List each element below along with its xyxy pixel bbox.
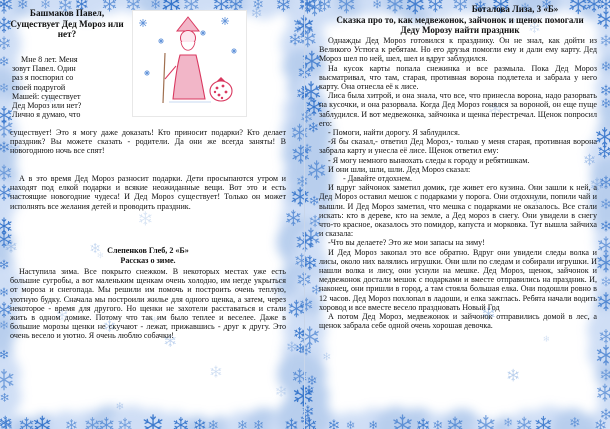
essay-question: Существует Дед Мороз или нет? (10, 19, 124, 40)
santa-drawing-art (133, 11, 246, 116)
santa-paragraph: А в это время Дед Мороз разносит подарки. Дети просыпаются утром и находят под елкой подарки и всякие неожиданные вещи. Вот это и есть настоящие новогодние чудеса! И Дед Мороз существует! Только он может исполнять все желания детей и проводить праздник. (10, 174, 286, 211)
santa-beard (181, 42, 195, 50)
author-botalova: Боталова Лиза, 3 «Б» (471, 4, 559, 14)
santa-staff (163, 53, 165, 103)
intro-line: Машей: существует (12, 91, 81, 101)
fairy-tale-title: Сказка про то, как медвежонок, зайчонок и щенок помогали Деду Морозу найти праздник (336, 15, 584, 35)
tale-dialogue-3: - Я могу немного вынюхать следы к городу и ребятишкам. (328, 155, 530, 165)
intro-paragraph-end: существует! Это я могу даже доказать! Кто приносит подарки? Кто делает праздник? Вы можете сказать - родители. Да они же всегда заняты! В новогоднюю ночь все спят! (10, 128, 286, 156)
tale-dialogue-2: -Я бы сказал,- ответил Дед Мороз,- только у меня старая, противная ворона забрала карту и унесла её лисе. Щенок ответил ему: (319, 137, 597, 156)
author-bashmakov: Башмаков Павел, (29, 8, 105, 18)
tale-dialogue-4: - Давайте отдохнем. (343, 174, 413, 184)
intro-line: своей подругой (12, 82, 66, 92)
intro-line: зовут Павел. Один (12, 64, 76, 74)
tale-paragraph-2: На кусок карты попала снежинка и все размыла. Пока Дед Мороз высматривал, что там, старая, противная ворона подлетела и забрала у него карту. Она отнесла её к лисе. (319, 63, 597, 92)
santa-drawing (132, 10, 247, 117)
tale-paragraph-1: Однажды Дед Мороз готовился к празднику. Он не знал, как дойти из Великого Устюга к ребятам. Но его друзья помогли ему и дали ему карту. Дед Мороз шел по ней, шел, шел и вдруг заблудился. (319, 36, 597, 64)
right-page (305, 0, 610, 429)
santa-coat (173, 55, 205, 99)
tale-dialogue-1: - Помоги, найти дорогу. Я заблудился. (328, 128, 460, 138)
fairy-tale-body (319, 36, 597, 331)
intro-line: раз я поспорил со (12, 73, 74, 83)
winter-story: Наступила зима. Все покрыто снежком. В некоторых местах уже есть большие сугробы, а вот маленьким щенкам очень холодно, им негде укрыться от мороза и снегопада. Мы решили им помочь и построить очень теплую, уютную будку. Сначала мы построили жилье для одного щенка, а затем, через некоторое - время для другого. Но щенки не захотели расставаться и стали жить в одном домике. Потому что так им было теплее и веселее. Даже в большие морозы щенки не скучают - лежат, прижавшись - друг к другу. Это очень весело и уютно. Я очень люблю собачки! (10, 267, 286, 341)
intro-line: Мне 8 лет. Меня (21, 55, 78, 64)
tale-paragraph-5: И вдруг зайчонок заметил домик, где живет его кузина. Они зашли к ней, а Дед Мороз оставил мешок с подарками у порога. Они отдохнули, попили чай и вышли. И Дед Мороз заметил, что мешка с подарками не оказалось. Все стали искать: кто в дереве, кто на земле, а Дед мороз в снегу. Они увидели в снегу что-то красное, оказалось это помидор, капуста и морковка. Тут вышла зайчиха и сказала: (319, 183, 597, 239)
tale-dialogue-5: -Что вы делаете? Это же мои запасы на зиму! (328, 238, 485, 248)
intro-lines (12, 55, 130, 119)
gift-sack-tie (217, 77, 225, 81)
tale-paragraph-3: Лиса была хитрой, и она знала, что все, что принесла ворона, надо разорвать на кусочки, и она разорвала. Когда Дед Мороз гонялся за вороной, он еще пуще заблудился. И вот медвежонка, зайчонка и щенка перестречал. Щенок попросил его: (319, 91, 597, 128)
author-slepenkov: Слепенков Глеб, 2 «Б» (107, 246, 189, 255)
winter-story-title: Рассказ о зиме. (120, 256, 176, 265)
tale-paragraph-4: И они шли, шли, шли. Дед Мороз сказал: (328, 164, 471, 174)
santa-hat (177, 17, 199, 31)
santa-arm (165, 66, 176, 79)
tale-paragraph-7: А потом Дед Мороз, медвежонок и зайчонок отправились домой в лес, а щенок забрала себе одной очень хорошая девочка. (319, 312, 597, 331)
tale-paragraph-6: И Дед Мороз закопал это все обратно. Вдруг они увидели следы волка и лисы, около них валялись игрушки. Они шли по следам и собирали игрушки. И нашли волка и лису, они уснули на мешке. Дед Мороз, щенок, зайчонок и медвежонок достали мешок с подарками и вместе отправились на праздник. И, наконец, они пришли в город, а там стояла большая елка. Они подошли ровно в 12 часов. Дед Мороз похлопал в ладоши, и елка зажглась. Ребята начали водить хоровод и все вместе весело праздновать Новый Год (319, 247, 597, 312)
intro-line: Дед Мороз или нет? (12, 101, 82, 111)
intro-line: Лично я думаю, что (12, 110, 81, 120)
